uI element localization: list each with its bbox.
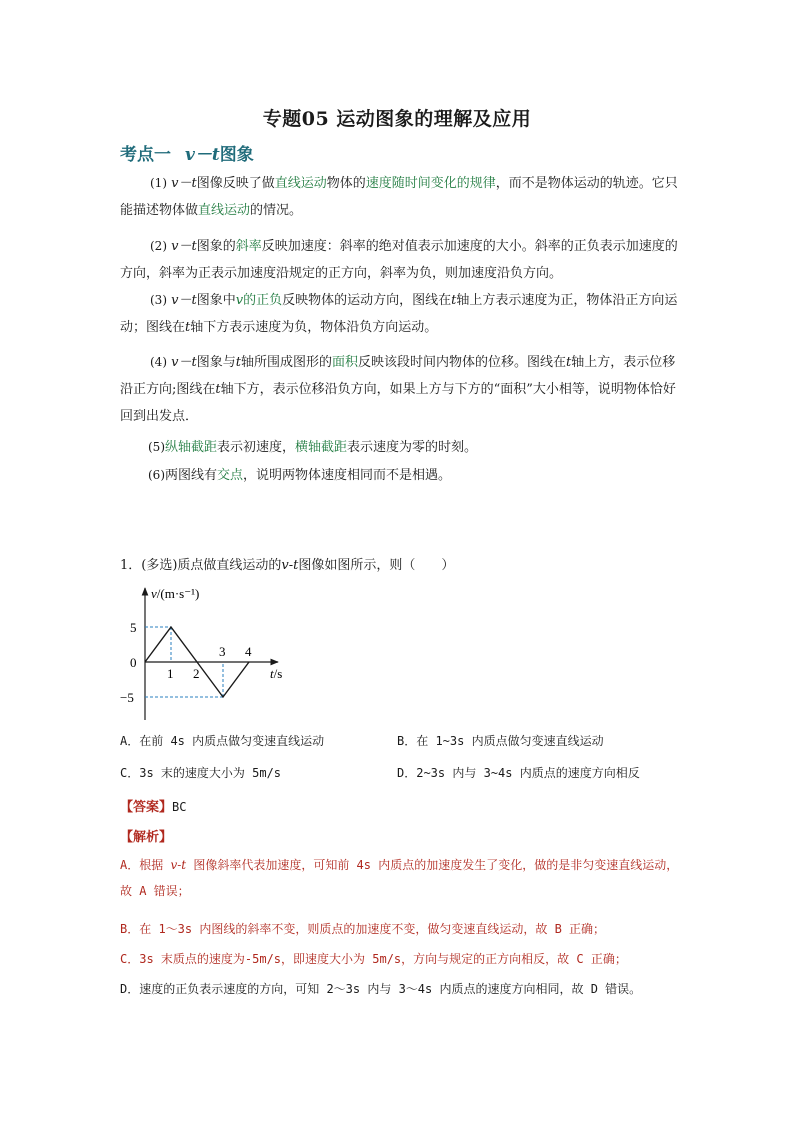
text-seg: 轴下方，表示位移沿负方向，如果上方与下方的“面积”大小相等，说明物体恰好回到出发点． — [120, 382, 676, 424]
stem-text: 图像如图所示，则（ ） — [298, 558, 455, 573]
text-var: t — [566, 355, 572, 370]
x-axis-label: t/s — [270, 666, 283, 681]
y-tick-label: −5 — [120, 690, 134, 705]
analysis-label: 【解析】 — [120, 830, 173, 845]
para-var: v－t — [171, 355, 197, 370]
highlight-term: 速度随时间变化的规律 — [365, 176, 496, 191]
analysis-d: D．速度的正负表示速度的方向，可知 2～3s 内与 3～4s 内质点的速度方向相同，故 D 错误。 — [120, 982, 642, 996]
y-tick-label: 0 — [130, 655, 137, 670]
option-b[interactable]: B．在 1~3s 内质点做匀变速直线运动 — [397, 734, 604, 748]
text-seg: 反映加速度：斜率的绝对值表示加速度的大小。斜率的正负表示加速度的方向，斜率为正表示加速度沿规定的正方向，斜率为负，则加速度沿负方向。 — [120, 239, 678, 281]
text-seg: 图象中 — [196, 293, 236, 308]
x-tick-label: 2 — [193, 666, 200, 681]
para-var: v－t — [171, 293, 197, 308]
section-suffix: 图象 — [219, 145, 254, 165]
text-seg: 的情况。 — [250, 203, 303, 218]
section-label: 考点一 — [120, 145, 171, 165]
text-seg: 图象的 — [196, 239, 236, 254]
text-seg: 表示初速度， — [217, 440, 296, 455]
option-a[interactable]: A．在前 4s 内质点做匀变速直线运动 — [120, 734, 325, 748]
para-number: (4) — [150, 355, 167, 369]
para-number: (2) — [150, 239, 167, 253]
analysis-c: C．3s 末质点的速度为-5m/s，即速度大小为 5m/s，方向与规定的正方向相反，故 C 正确； — [120, 952, 627, 966]
text-seg: ，说明两物体速度相同而不是相遇。 — [243, 468, 452, 483]
text-seg: ，而不是物体运动的轨迹。它只能描述物体做 — [120, 176, 678, 218]
text-seg: 图像反映了做 — [196, 176, 275, 191]
para-number: (3) — [150, 293, 167, 307]
text-seg: 轴所围成图形的 — [240, 355, 332, 370]
text-var: t — [185, 320, 191, 335]
stem-text: 1．(多选)质点做直线运动的 — [120, 558, 282, 573]
y-tick-label: 5 — [130, 620, 137, 635]
paragraph-6 — [120, 462, 680, 489]
stem-var: v-t — [281, 558, 299, 573]
text-seg: 轴上方表示速度为正，物体沿正方向运动；图线在 — [120, 293, 678, 335]
answer-value: BC — [172, 800, 187, 814]
text-seg: 反映该段时间内物体的位移。图线在 — [358, 355, 567, 370]
highlight-term: 斜率 — [235, 239, 262, 254]
answer-label: 【答案】 — [120, 800, 173, 815]
section-heading — [120, 140, 254, 165]
highlight-term: 纵轴截距 — [165, 440, 218, 455]
analysis-text: 图像斜率代表加速度，可知前 4s 内质点的加速度发生了变化，做的是非匀变速直线运动，故 A 错误； — [120, 858, 679, 898]
text-var: t — [451, 293, 457, 308]
text-seg: 轴上方，表示位移沿正方向;图线在 — [120, 355, 676, 397]
text-var: t — [235, 355, 241, 370]
option-d[interactable]: D．2~3s 内与 3~4s 内质点的速度方向相反 — [397, 766, 640, 780]
para-var: v－t — [171, 176, 197, 191]
section-var: v－t — [185, 145, 220, 165]
analysis-b: B．在 1～3s 内图线的斜率不变，则质点的加速度不变，做匀变速直线运动，故 B 正确； — [120, 922, 606, 936]
option-c[interactable]: C．3s 末的速度大小为 5m/s — [120, 766, 282, 780]
text-seg: 轴下方表示速度为负，物体沿负方向运动。 — [190, 320, 438, 335]
para-var: v－t — [171, 239, 197, 254]
y-axis-label: v/(m·s⁻¹) — [151, 586, 200, 601]
highlight-term: 交点 — [217, 468, 244, 483]
x-tick-label: 1 — [167, 666, 174, 681]
question-stem — [120, 554, 454, 573]
text-seg: 两图线有 — [165, 468, 218, 483]
para-number: (6) — [148, 468, 165, 482]
vt-chart — [118, 580, 298, 724]
paragraph-5 — [120, 434, 680, 461]
text-seg: 反映物体的运动方向，图线在 — [282, 293, 452, 308]
paragraph-1 — [120, 170, 680, 224]
analysis-text: A．根据 — [120, 858, 171, 872]
answer-line — [120, 796, 186, 815]
highlight-var: v — [235, 293, 244, 308]
text-seg: 物体的 — [326, 176, 366, 191]
analysis-var: v-t — [170, 858, 187, 872]
text-seg: 图象与 — [196, 355, 236, 370]
text-var: t — [215, 382, 221, 397]
para-number: (5) — [148, 440, 165, 454]
paragraph-4 — [120, 349, 680, 430]
highlight-term: 横轴截距 — [295, 440, 348, 455]
highlight-term: 面积 — [331, 355, 358, 370]
x-tick-label: 3 — [219, 644, 226, 659]
paragraph-2 — [120, 233, 680, 287]
x-tick-label: 4 — [245, 644, 252, 659]
highlight-term: 的正负 — [243, 293, 283, 308]
highlight-term: 直线运动 — [274, 176, 327, 191]
highlight-term: 直线运动 — [198, 203, 251, 218]
paragraph-3 — [120, 287, 680, 341]
analysis-a — [120, 852, 680, 904]
para-number: (1) — [150, 176, 167, 190]
text-seg: 表示速度为零的时刻。 — [347, 440, 478, 455]
page-title: 专题05 运动图象的理解及应用 — [262, 108, 532, 130]
